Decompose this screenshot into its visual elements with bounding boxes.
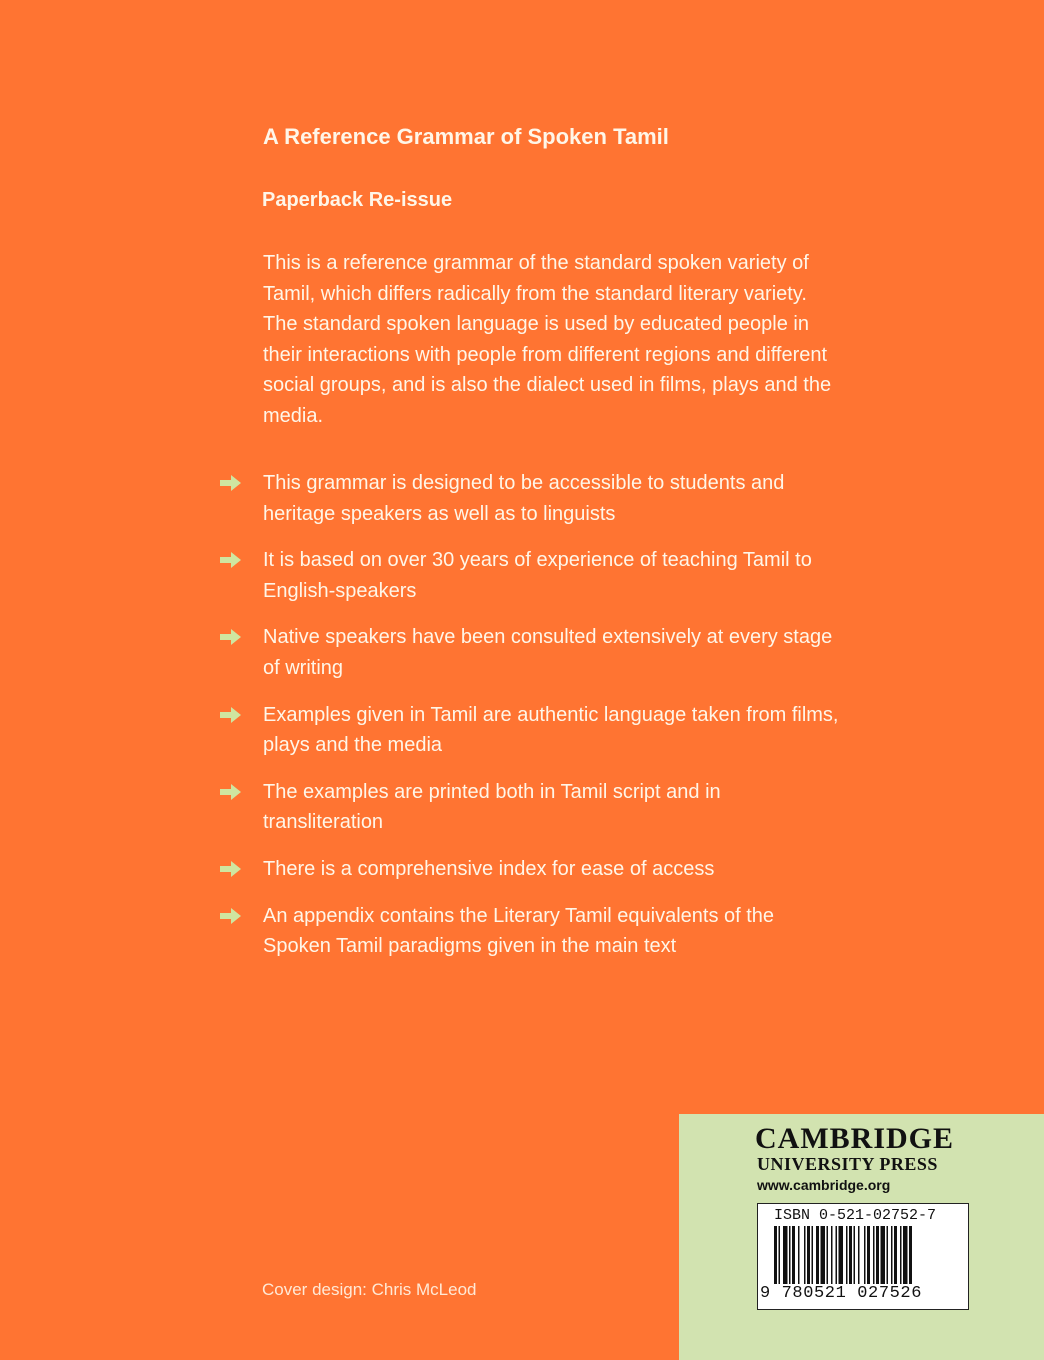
- barcode-panel: [757, 1203, 969, 1310]
- barcode-bar: [789, 1226, 791, 1284]
- barcode-bar: [807, 1226, 810, 1284]
- barcode-bar: [836, 1226, 838, 1284]
- barcode-bar: [846, 1226, 848, 1284]
- feature-text: An appendix contains the Literary Tamil equivalents of the Spoken Tamil paradigms given in the main text: [263, 904, 775, 958]
- barcode-bar: [903, 1226, 908, 1284]
- feature-item: [220, 700, 840, 761]
- feature-text: This grammar is designed to be accessible to students and heritage speakers as well as to linguists: [263, 472, 785, 525]
- barcode-bar: [900, 1226, 902, 1284]
- barcode-bar: [779, 1226, 781, 1284]
- arrow-right-icon: [220, 860, 242, 878]
- barcode-bar: [783, 1226, 788, 1284]
- barcode-bar: [891, 1226, 893, 1284]
- book-subtitle: Paperback Re-issue: [262, 189, 453, 211]
- barcode-bar: [827, 1226, 829, 1284]
- arrow-right-icon: [220, 783, 242, 801]
- barcode-bar: [894, 1226, 897, 1284]
- feature-item: [220, 468, 840, 529]
- barcode-bar: [858, 1226, 860, 1284]
- arrow-right-icon: [220, 706, 242, 724]
- arrow-right-icon: [220, 628, 242, 646]
- barcode-bar: [854, 1226, 856, 1284]
- feature-text: The examples are printed both in Tamil script and in transliteration: [263, 780, 721, 834]
- barcode-bar: [909, 1226, 912, 1284]
- barcode-bar: [849, 1226, 852, 1284]
- arrow-right-icon: [220, 551, 242, 569]
- barcode-bar: [867, 1226, 870, 1284]
- barcode-bar: [821, 1226, 826, 1284]
- feature-item: [220, 622, 840, 683]
- publisher-press: UNIVERSITY PRESS: [757, 1154, 938, 1174]
- barcode-icon: [774, 1226, 952, 1284]
- barcode-bar: [816, 1226, 819, 1284]
- arrow-right-icon: [220, 474, 242, 492]
- feature-text: Native speakers have been consulted extensively at every stage of writing: [263, 626, 833, 679]
- feature-text: It is based on over 30 years of experience of teaching Tamil to English-speakers: [263, 549, 812, 602]
- barcode-bar: [876, 1226, 879, 1284]
- barcode-bar: [774, 1226, 777, 1284]
- feature-item: [220, 901, 840, 962]
- barcode-bar: [864, 1226, 866, 1284]
- intro-paragraph: This is a reference grammar of the standard spoken variety of Tamil, which differs radically from the standard literary variety. The standard spoken language is used by educated people in their interactions with people from different regions and different social groups, and is also the dialect used in films, plays and the media.: [263, 252, 832, 427]
- barcode-bar: [831, 1226, 833, 1284]
- feature-text: There is a comprehensive index for ease of access: [263, 857, 715, 880]
- barcode-bar: [839, 1226, 844, 1284]
- book-title: A Reference Grammar of Spoken Tamil: [263, 124, 669, 149]
- feature-text: Examples given in Tamil are authentic language taken from films, plays and the media: [263, 703, 839, 757]
- barcode-bar: [887, 1226, 889, 1284]
- publisher-url: www.cambridge.org: [757, 1177, 891, 1193]
- publisher-name: CAMBRIDGE: [755, 1122, 955, 1155]
- feature-item: [220, 777, 840, 838]
- barcode-bar: [798, 1226, 800, 1284]
- feature-list: [220, 468, 840, 978]
- barcode-bar: [881, 1226, 886, 1284]
- cover-credit: Cover design: Chris McLeod: [262, 1280, 477, 1299]
- barcode-number: 9 780521 027526: [760, 1284, 923, 1303]
- feature-item: [220, 545, 840, 606]
- barcode-bar: [812, 1226, 814, 1284]
- arrow-right-icon: [220, 907, 242, 925]
- feature-item: [220, 854, 840, 885]
- barcode-bar: [792, 1226, 795, 1284]
- barcode-bar: [804, 1226, 806, 1284]
- barcode-bar: [873, 1226, 875, 1284]
- isbn-label: ISBN 0-521-02752-7: [774, 1207, 937, 1224]
- publisher-panel: [679, 1114, 1044, 1360]
